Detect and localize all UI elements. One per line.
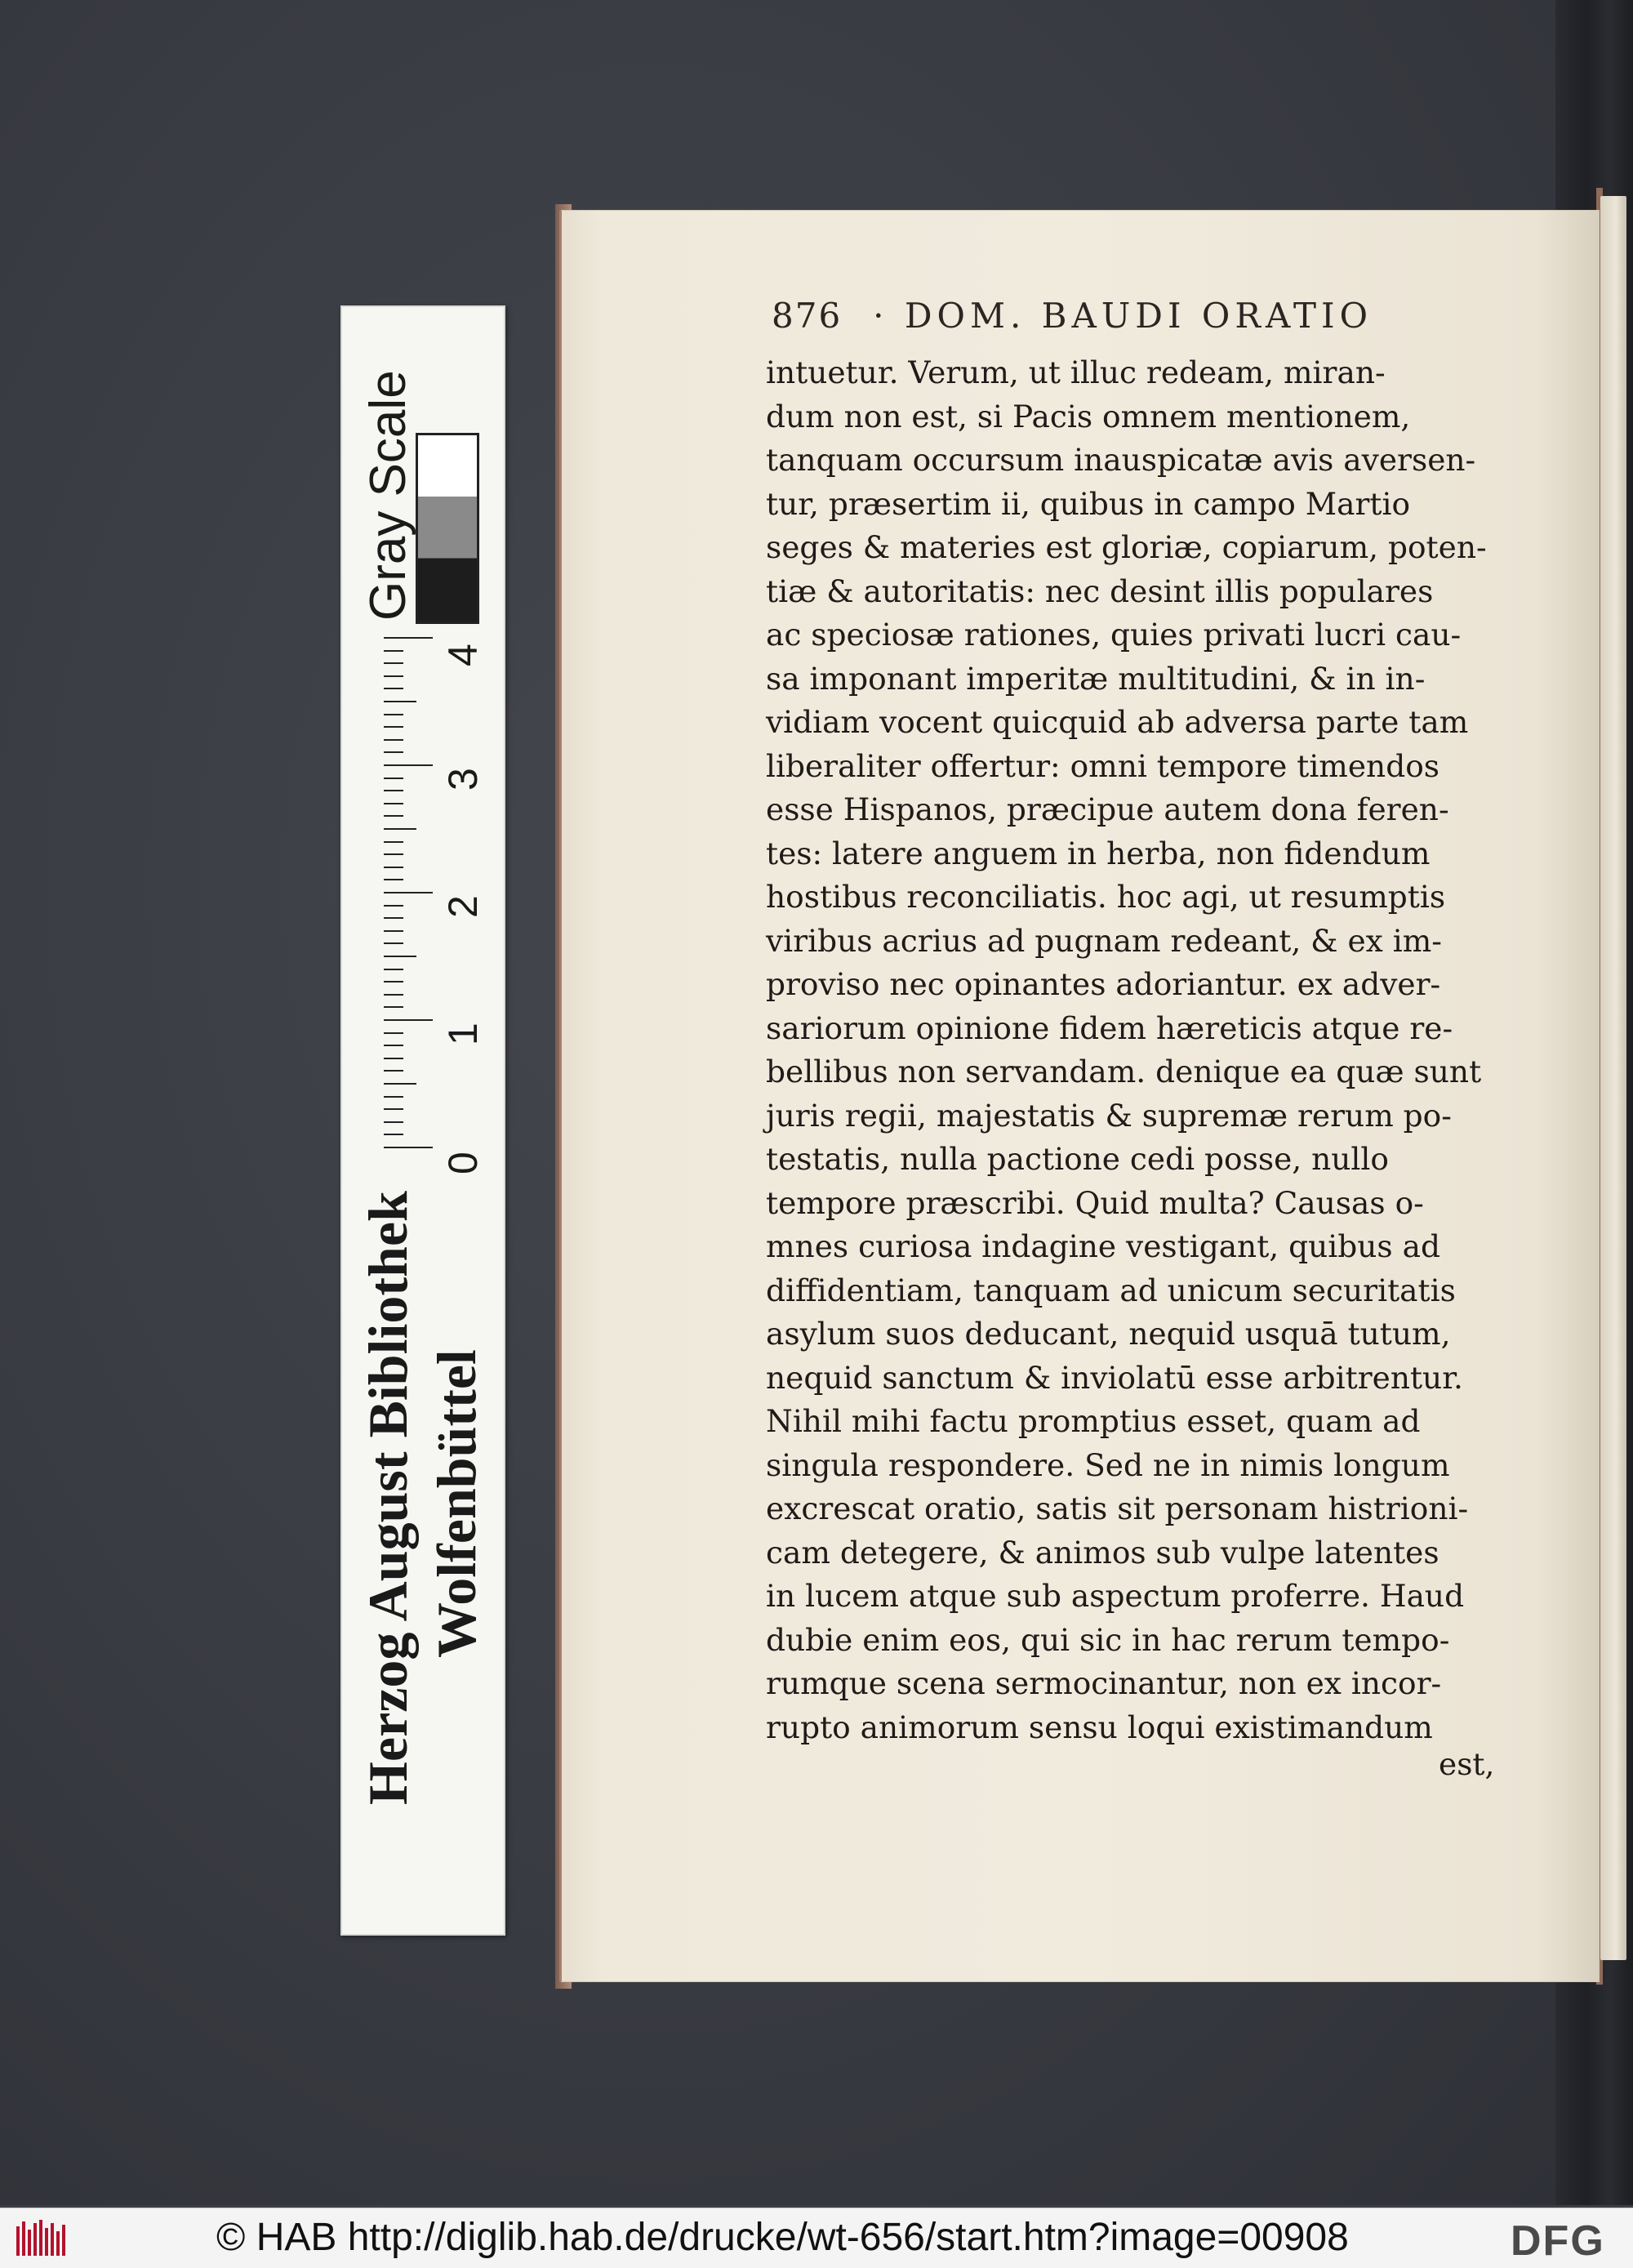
catchword: est, [1439, 1746, 1495, 1782]
ruler-tick [384, 1058, 403, 1059]
ruler-tick [384, 675, 403, 677]
ruler-tick [384, 637, 433, 639]
text-line: asylum suos deducant, nequid usquā tutum, [766, 1316, 1451, 1352]
text-line: tempore præscribi. Quid multa? Causas o- [766, 1184, 1424, 1221]
text-line: nequid sanctum & inviolatū esse arbitrentur. [766, 1359, 1463, 1396]
ruler-tick [384, 778, 403, 779]
text-line: seges & materies est gloriæ, copiarum, poten- [766, 529, 1487, 565]
ruler-tick [384, 917, 403, 919]
text-line: esse Hispanos, præcipue autem dona feren- [766, 791, 1449, 827]
adjacent-leaf [1600, 196, 1626, 1960]
ruler-tick [384, 803, 403, 804]
library-city: Wolfenbüttel [425, 1349, 487, 1658]
ruler-tick [384, 764, 433, 766]
ruler-tick [384, 688, 403, 689]
ruler-tick [384, 853, 403, 855]
text-line: in lucem atque sub aspectum proferre. Haud [766, 1578, 1465, 1614]
running-title: · DOM. BAUDI ORATIO [873, 296, 1373, 336]
hab-logo-icon [15, 2218, 69, 2259]
gray-scale-label: Gray Scale [360, 370, 416, 621]
text-line: diffidentiam, tanquam ad unicum securitatis [766, 1272, 1456, 1308]
ruler-tick [384, 841, 403, 843]
text-line: excrescat oratio, satis sit personam histrioni- [766, 1490, 1469, 1526]
ruler-tick [384, 994, 403, 996]
text-line: bellibus non servandam. denique ea quæ sunt [766, 1054, 1482, 1089]
text-line: mnes curiosa indagine vestigant, quibus ad [766, 1228, 1440, 1264]
text-line: dubie enim eos, qui sic in hac rerum tempo- [766, 1621, 1450, 1658]
ruler-tick [384, 1121, 403, 1123]
library-name: Herzog August Bibliothek [357, 1191, 419, 1805]
ruler-tick [384, 714, 403, 715]
ruler-tick [384, 905, 403, 907]
ruler-tick [384, 1019, 433, 1021]
text-line: sa imponant imperitæ multitudini, & in in- [766, 660, 1426, 697]
ruler-number-4: 4 [440, 644, 486, 666]
ruler-tick [384, 930, 403, 932]
ruler-number-0: 0 [440, 1152, 486, 1174]
ruler-tick [384, 1108, 403, 1110]
ruler-tick [384, 969, 403, 970]
ruler-tick [384, 942, 403, 944]
ruler-tick [384, 1096, 403, 1098]
text-line: tiæ & autoritatis: nec desint illis populares [766, 573, 1434, 609]
ruler-tick [384, 1032, 403, 1034]
text-line: vidiam vocent quicquid ab adversa parte tam [766, 704, 1469, 740]
ruler-tick [384, 662, 403, 664]
page-number: 876 [772, 296, 843, 336]
ruler-tick [384, 650, 403, 652]
ruler-tick [384, 726, 403, 728]
ruler-number-3: 3 [440, 768, 486, 791]
text-line: Nihil mihi factu promptius esset, quam ad [766, 1403, 1421, 1439]
copyright-link[interactable]: © HAB http://diglib.hab.de/drucke/wt-656/start.htm?image=00908 [216, 2216, 1349, 2259]
text-line: liberaliter offertur: omni tempore timendos [766, 747, 1440, 784]
text-line: rumque scena sermocinantur, non ex incor- [766, 1665, 1442, 1701]
ruler-tick [384, 751, 403, 753]
ruler-tick [384, 981, 403, 983]
text-line: testatis, nulla pactione cedi posse, nullo [766, 1141, 1390, 1177]
ruler-tick [384, 1006, 403, 1008]
text-line: sariorum opinione fidem hæreticis atque re- [766, 1009, 1453, 1046]
viewer-footer [0, 2208, 1633, 2268]
ruler-tick [384, 1083, 416, 1085]
text-line: singula respondere. Sed ne in nimis longum [766, 1446, 1450, 1483]
text-line: intuetur. Verum, ut illuc redeam, miran- [766, 354, 1386, 390]
ruler-tick [384, 828, 416, 830]
body-text [766, 351, 1513, 1749]
ruler-ticks [384, 637, 441, 1209]
gray-scale-swatch [416, 433, 479, 624]
ruler-tick [384, 1134, 403, 1135]
ruler-tick [384, 956, 416, 957]
ruler-tick [384, 867, 403, 868]
text-line: ac speciosæ rationes, quies privati lucri cau- [766, 617, 1462, 653]
text-line: cam detegere, & animos sub vulpe latentes [766, 1534, 1439, 1571]
text-line: rupto animorum sensu loqui existimandum [766, 1709, 1433, 1745]
ruler-tick [384, 739, 403, 741]
ruler-tick [384, 701, 416, 702]
ruler-tick [384, 1070, 403, 1072]
ruler-tick [384, 790, 403, 791]
text-line: hostibus reconciliatis. hoc agi, ut resumptis [766, 879, 1446, 915]
text-line: tes: latere anguem in herba, non fidendum [766, 835, 1431, 871]
ruler-number-2: 2 [440, 895, 486, 918]
text-line: dum non est, si Pacis omnem mentionem, [766, 398, 1411, 434]
ruler-number-1: 1 [440, 1023, 486, 1045]
ruler-tick [384, 892, 433, 893]
text-line: tur, præsertim ii, quibus in campo Martio [766, 485, 1411, 522]
text-line: tanquam occursum inauspicatæ avis aversen- [766, 442, 1476, 478]
text-line: juris regii, majestatis & supremæ rerum po- [766, 1097, 1452, 1134]
text-line: viribus acrius ad pugnam redeant, & ex im- [766, 922, 1442, 959]
dfg-logo: DFG [1511, 2217, 1605, 2265]
ruler-tick [384, 879, 403, 880]
ruler-tick [384, 1045, 403, 1046]
ruler-tick [384, 815, 403, 817]
ruler-tick [384, 1147, 433, 1148]
page-header [772, 296, 1506, 353]
text-line: proviso nec opinantes adoriantur. ex adver- [766, 966, 1441, 1002]
